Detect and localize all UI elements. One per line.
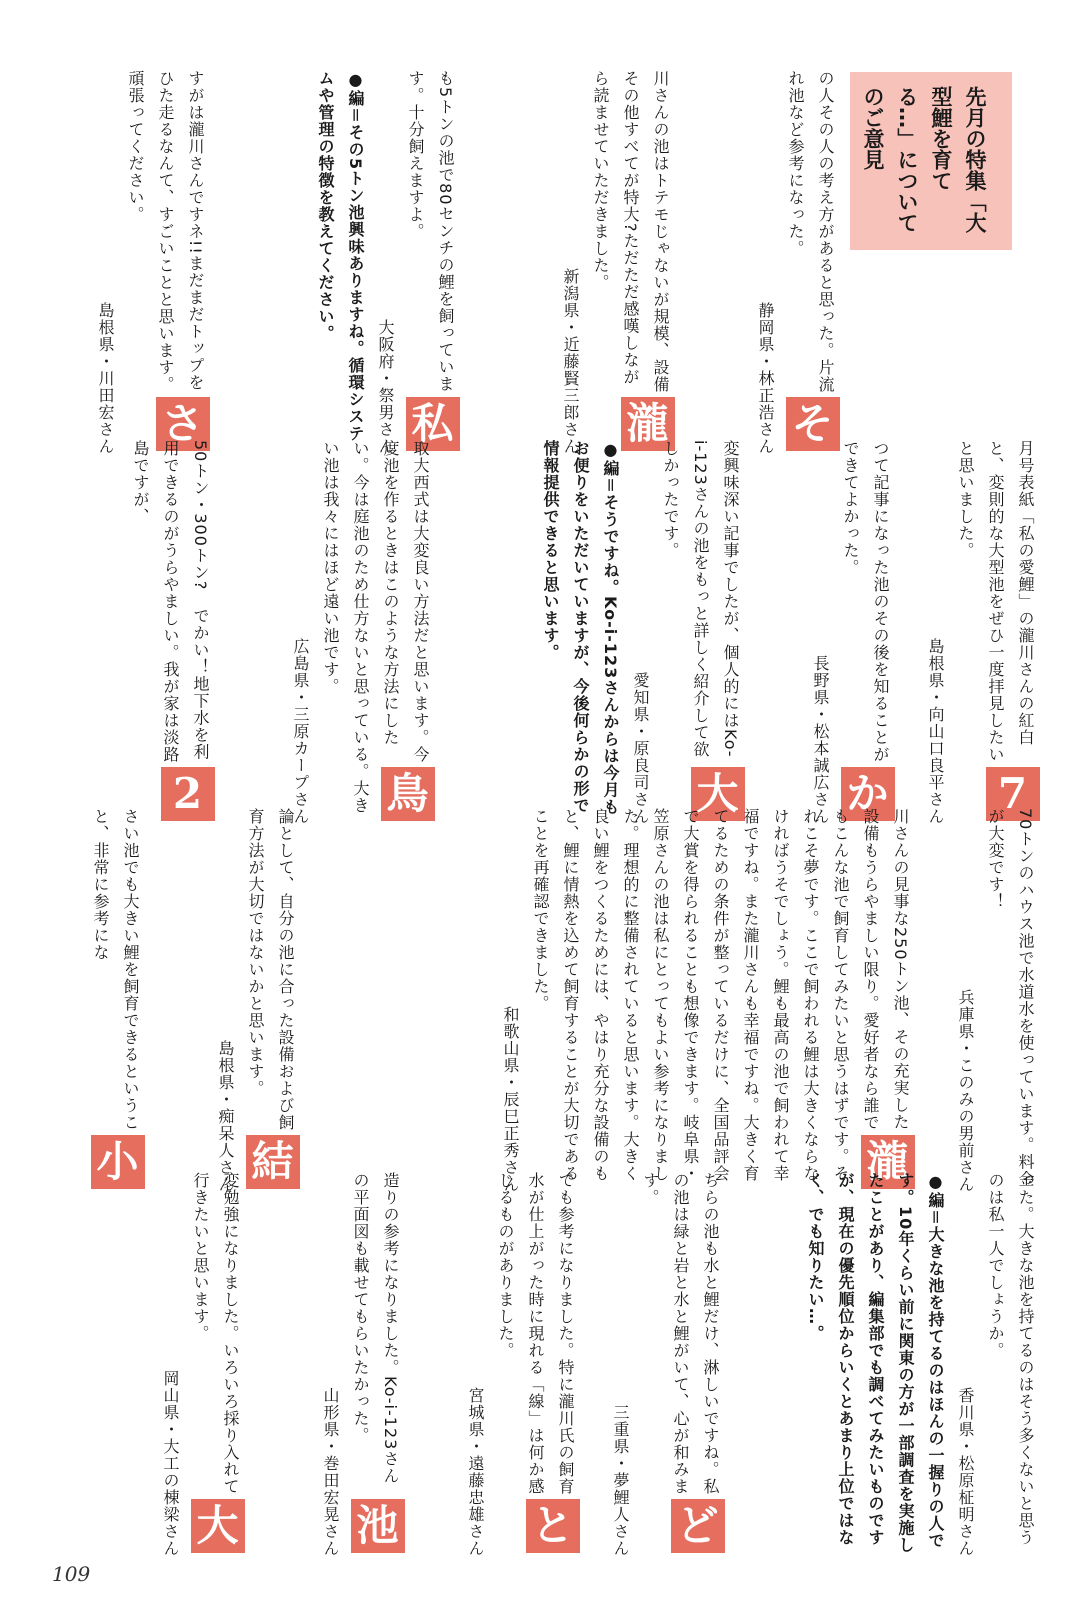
letter-signature: 三重県・夢鯉人さん (611, 1404, 630, 1557)
letter-signature: 岡山県・大工の棟梁さん (161, 1370, 180, 1557)
editor-reply: ●編＝その5トン池興味ありますね。循環システムや管理の特徴を教えてください。 (316, 70, 365, 443)
letter-signature: 山形県・巻田宏晃さん (321, 1387, 340, 1557)
letter (750, 440, 895, 825)
letter (920, 808, 1040, 1193)
letter (150, 808, 300, 1193)
letter-signature: 愛知県・原良司さん (631, 672, 650, 825)
letter-signature: 和歌山県・辰巳正秀さん (501, 1006, 520, 1193)
drop-cap: 大 (191, 1499, 245, 1553)
letter-body: った。大きな池を持てるのはそう多くないと思うのは私一人でしょうか。 (986, 1172, 1035, 1546)
drop-cap: 池 (351, 1499, 405, 1553)
drop-cap: と (526, 1499, 580, 1553)
editor-reply: ●編＝大きな池を持てるのはほんの一握りの人です。10年くらい前に関東の方が一部調査を実施したことがあり、編集部でも調べてみたいものですが、現在の優先順位からいくとあまり上位ではなく、でも知りたい…。 (806, 1172, 945, 1554)
drop-cap: そ (786, 397, 840, 451)
drop-cap: 7 (986, 767, 1040, 821)
letter (215, 70, 460, 455)
letter-signature: 宮城県・遠藤忠雄さん (466, 1387, 485, 1557)
letter (900, 440, 1040, 825)
letter-body: 川さんの池はトテモじゃないが規模、設備その他すべてが特大?ただただ感嘆しながら読ませていただきました。 (591, 70, 670, 393)
letter-body: 論として、自分の池に合った設備および飼育方法が大切ではないかと思います。 (246, 808, 295, 1131)
editor-reply: ●編＝そうですね。Ko-i-123さんからは今月もお便りをいただいていますが、今後何らかの形で情報提供できると思います。 (541, 440, 620, 816)
letter-signature: 大阪府・祭男さん (376, 319, 395, 455)
letter (440, 440, 745, 825)
letters-row-2 (40, 440, 1040, 825)
letter-signature: 新潟県・近藤賢三郎さん (561, 268, 580, 455)
letter (40, 70, 210, 455)
drop-cap: 瀧 (861, 1135, 915, 1189)
letter (730, 1172, 1040, 1557)
letter (305, 808, 915, 1193)
letters-row-4 (40, 1172, 1040, 1557)
letter-signature: 広島県・三原カープさん (291, 638, 310, 825)
letter (40, 808, 145, 1193)
drop-cap: 結 (246, 1135, 300, 1189)
letter-signature: 静岡県・林正浩さん (756, 302, 775, 455)
letter-body: 造りの参考になりました。Ko-i-123さんの平面図も載せてもらいたかった。 (351, 1172, 400, 1485)
drop-cap: 瀧 (621, 397, 675, 451)
drop-cap: 鳥 (381, 767, 435, 821)
drop-cap: さ (156, 397, 210, 451)
letter-signature: 島根県・川田宏さん (96, 302, 115, 455)
letter-signature: 島根県・向山口良平さん (926, 638, 945, 825)
page-number: 109 (52, 1562, 91, 1586)
letter-body: ちらの池も水と鯉だけ、淋しいですね。私の池は緑と岩と水と鯉がいて、心が和みます。 (641, 1172, 720, 1495)
letter-body: 変勉強になりました。いろいろ採り入れて行きたいと思います。 (191, 1172, 240, 1495)
letter-body: つて記事になった池のその後を知ることができてよかった。 (841, 440, 890, 763)
letter (40, 440, 215, 825)
feature-heading: 先月の特集「大型鯉を育てる…」についてのご意見 (861, 86, 987, 233)
letter-signature: 長野県・松本誠広さん (811, 655, 830, 825)
letter (220, 440, 435, 825)
letter (90, 1172, 245, 1557)
letter-body: 50トン・300トン? でかい！地下水を利用できるのがうらやましい。我が家は淡路島ですが、 (131, 440, 210, 763)
letter-body: も5トンの池で80センチの鯉を飼っています。十分飼えますよ。 (406, 70, 455, 393)
letter (585, 1172, 725, 1557)
letter-signature: 島根県・痴呆人さん (216, 1040, 235, 1193)
letter-signature: 香川県・松原柾明さん (956, 1387, 975, 1557)
letter-body: さい池でも大きい鯉を飼育できるということ、非常に参考にな (91, 808, 140, 1131)
letter (250, 1172, 405, 1557)
letter-body: 変興味深い記事でしたが、個人的にはKo-i-123さんの池をもっと詳しく紹介して欲しかったです。 (661, 440, 740, 758)
drop-cap: 2 (161, 767, 215, 821)
letter-body: 取大西式は大変良い方法だと思います。今度池を作るときはこのような方法にしたい。今は庭池のため仕方ないと思っている。大きい池は我々にはほど遠い池です。 (321, 440, 430, 814)
letter (680, 70, 840, 455)
letters-row-1 (40, 70, 1040, 455)
letters-row-3 (40, 808, 1040, 1193)
letter-body: 川さんの見事な250トン池、その充実した設備もうらやましい限り。愛好者なら誰でもこんな池で飼育してみたいと思うはずです。それこそ夢です。ここで飼われる鯉は大きくならなければうそでしょう。鯉も最高の池で飼われて幸福ですね。また瀧川さんも幸福ですね。大きく育てるための条件が整っているだけに、全国品評会で大賞を得られることも想像できます。岐阜県・笠原さんの池は私にとってもよい参考になりました。理想的に整備されていると思います。大きく良い鯉をつくるためには、やはり充分な設備のもと、鯉に情熱を込めて飼育することが大切であることを再確認できました。 (531, 808, 910, 1182)
drop-cap: 小 (91, 1135, 145, 1189)
letter-body: 70トンのハウス池で水道水を使っています。料金が大変です！ (986, 808, 1035, 1188)
drop-cap: 大 (691, 767, 745, 821)
letter (410, 1172, 580, 1557)
drop-cap: 私 (406, 397, 460, 451)
drop-cap: か (841, 767, 895, 821)
letter-signature: 兵庫県・このみの男前さん (956, 989, 975, 1193)
letter-body: の人その人の考え方があると思った。片流れ池など参考になった。 (786, 70, 835, 393)
letter-body: すがは瀧川さんですネ!!まだまだトップをひた走るなんて、すごいことと思います。頑張ってください。 (126, 70, 205, 393)
letter-body: ても参考になりました。特に瀧川氏の飼育水が仕上がった時に現れる「線」は何か感じるものがありました。 (496, 1172, 575, 1495)
letter-body: 月号表紙「私の愛鯉」の瀧川さんの紅白と、変則的な大型池をぜひ一度拝見したいと思いました。 (956, 440, 1035, 763)
letter (465, 70, 675, 455)
drop-cap: ど (671, 1499, 725, 1553)
